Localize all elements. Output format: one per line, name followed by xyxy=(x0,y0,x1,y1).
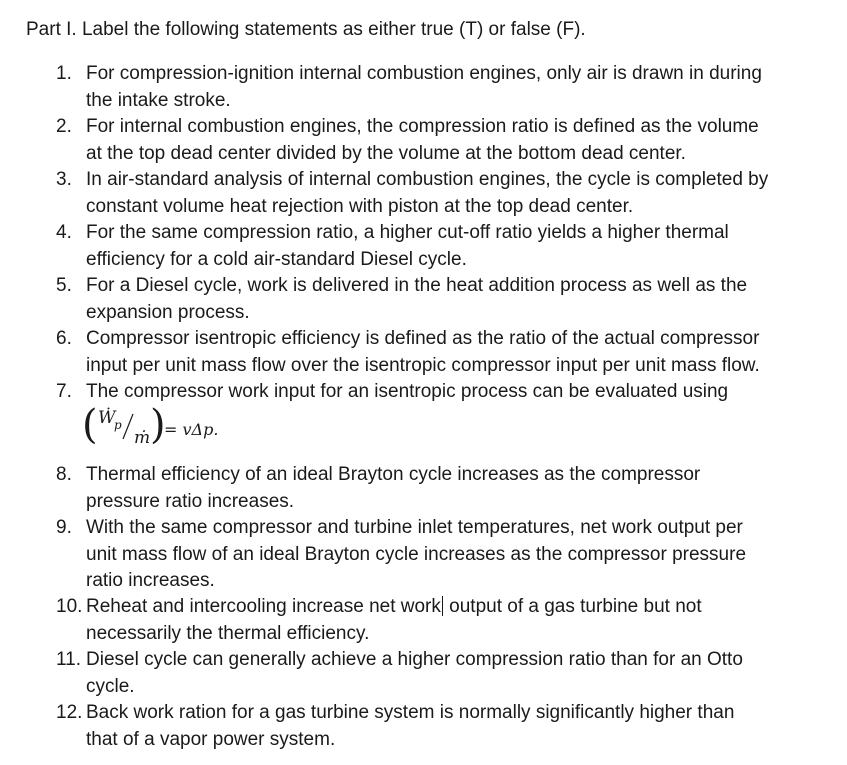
formula-left-paren: ( xyxy=(82,402,98,448)
statement-number: 7. xyxy=(56,381,72,402)
statement-text-line: Reheat and intercooling increase net work output of a gas turbine but not xyxy=(86,596,702,617)
section-heading: Part I. Label the following statements as either true (T) or false (F). xyxy=(26,19,586,40)
statement-text-line: In air-standard analysis of internal combustion engines, the cycle is completed by xyxy=(86,169,769,190)
statement-text-line: that of a vapor power system. xyxy=(86,728,336,750)
statement-text-line: input per unit mass flow over the isentropic compressor input per unit mass flow. xyxy=(86,354,760,376)
work-input-formula xyxy=(82,402,282,452)
statement-number: 3. xyxy=(56,169,72,190)
formula-numerator: Ẇ xyxy=(98,408,116,428)
statement-text-line: ratio increases. xyxy=(86,570,215,591)
statement-text-line: cycle. xyxy=(86,675,135,697)
statement-text-line: expansion process. xyxy=(86,301,250,323)
statement-text-line: For internal combustion engines, the compression ratio is defined as the volume xyxy=(86,116,759,137)
statement-text-line: With the same compressor and turbine inlet temperatures, net work output per xyxy=(86,517,743,538)
statement-number: 2. xyxy=(56,116,72,137)
statement-text-line: For a Diesel cycle, work is delivered in the heat addition process as well as the xyxy=(86,275,748,296)
statement-text-line: For the same compression ratio, a higher cut-off ratio yields a higher thermal xyxy=(86,222,729,243)
statement-number: 10. xyxy=(56,596,83,617)
statement-number: 12. xyxy=(56,702,83,723)
statement-text-line: constant volume heat rejection with piston at the top dead center. xyxy=(86,195,634,217)
statement-text-line: Diesel cycle can generally achieve a higher compression ratio than for an Otto xyxy=(86,649,743,670)
statement-text-line: Thermal efficiency of an ideal Brayton cycle increases as the compressor xyxy=(86,464,701,485)
formula-denominator: ṁ xyxy=(134,428,151,448)
statement-text-line: For compression-ignition internal combustion engines, only air is drawn in during xyxy=(86,63,762,84)
statement-text-line: the intake stroke. xyxy=(86,89,231,111)
statement-text-line: Back work ration for a gas turbine system is normally significantly higher than xyxy=(86,702,735,723)
statement-text-line: necessarily the thermal efficiency. xyxy=(86,622,370,644)
statement-number: 1. xyxy=(56,63,72,84)
statement-number: 6. xyxy=(56,328,72,349)
statement-number: 5. xyxy=(56,275,72,296)
statement-text-line: efficiency for a cold air-standard Diesel cycle. xyxy=(86,248,467,270)
statement-number: 4. xyxy=(56,222,72,243)
statement-text-line: at the top dead center divided by the volume at the bottom dead center. xyxy=(86,142,686,164)
statement-number: 9. xyxy=(56,517,72,538)
formula-right-paren: ) xyxy=(150,402,166,448)
statement-text-line: unit mass flow of an ideal Brayton cycle increases as the compressor pressure xyxy=(86,543,747,565)
formula-numerator-subscript: p xyxy=(114,418,122,432)
statement-text-line: Compressor isentropic efficiency is defined as the ratio of the actual compressor xyxy=(86,328,760,349)
statement-number: 8. xyxy=(56,464,72,485)
text-cursor xyxy=(442,596,443,616)
statement-number: 11. xyxy=(56,649,82,670)
formula-rhs: = vΔp. xyxy=(164,420,219,439)
statement-text-line: The compressor work input for an isentropic process can be evaluated using xyxy=(86,381,729,402)
statement-text-line: pressure ratio increases. xyxy=(86,490,295,512)
